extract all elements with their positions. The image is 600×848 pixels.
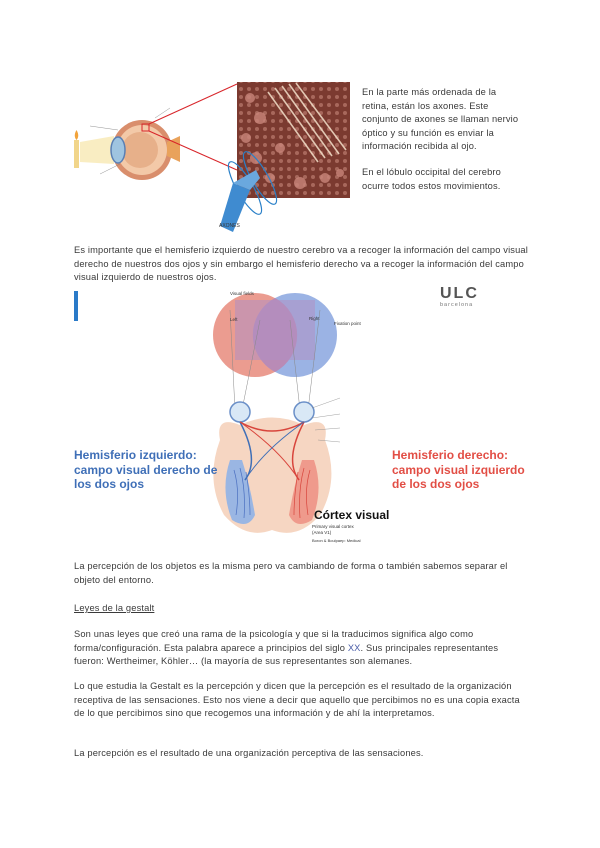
gestalt-heading: Leyes de la gestalt	[74, 603, 155, 613]
logo-main-text: ULC	[440, 285, 479, 302]
eye-axon-illustration	[70, 78, 355, 238]
visual-pathway-diagram	[200, 290, 380, 540]
left-hemisphere-caption: Hemisferio izquierdo: campo visual derecho de los dos ojos	[74, 448, 218, 491]
gestalt-paragraph-1	[74, 628, 530, 669]
perception-objects-paragraph: La percepción de los objetos es la misma pero va cambiando de forma o también sabemos separar el objeto del entorno.	[74, 561, 508, 585]
gestalt-paragraph-2: Lo que estudia la Gestalt es la percepción y dicen que la percepción es el resultado de la organización receptiva de las sensaciones. Esto nos viene a decir que aquello que percibimos no es una copia exacta de lo que percibimos sino que recogemos una información y de ahí la interpretamos.	[74, 681, 520, 719]
century-text: XX	[347, 642, 361, 653]
gestalt-paragraph-1-b: . Sus principales representantes fueron: Wertheimer, Köhler… (la mayoría de sus representantes son alemanes.	[74, 642, 499, 667]
diagram-credit: Boron & Boulpaep: Medical	[312, 538, 361, 543]
logo-sub-text: barcelona	[440, 302, 474, 308]
primary-visual-cortex-label: Primary visual cortex (Area V1)	[312, 524, 354, 535]
candle-icon	[74, 140, 79, 168]
visual-fields-label: Visual fields	[230, 291, 254, 296]
gestalt-paragraph-3: La percepción es el resultado de una organización perceptiva de las sensaciones.	[74, 748, 424, 758]
ulc-logo	[440, 286, 490, 308]
gestalt-paragraph-1-a: Son unas leyes que creó una rama de la psicología y que si la traducimos significa algo como forma/configuración. Esta palabra aparece a principios del siglo	[74, 629, 474, 653]
accent-bar	[74, 291, 78, 321]
axones-label: AXONES	[219, 223, 240, 229]
side-text-axones: En la parte más ordenada de la retina, están los axones. Este conjunto de axones se llaman nervio óptico y su función es enviar la información recibida al ojo.	[362, 87, 519, 152]
right-hemisphere-caption: Hemisferio derecho: campo visual izquierdo de los dos ojos	[392, 448, 525, 491]
side-text-occipital: En el lóbulo occipital del cerebro ocurre todos estos movimientos.	[362, 167, 501, 191]
fixation-point-label: Fixation point	[334, 321, 361, 326]
right-field-label: Right	[309, 316, 320, 321]
left-field-label: Left	[230, 317, 238, 322]
cortex-visual-label: Córtex visual	[314, 508, 390, 522]
intro-paragraph: Es importante que el hemisferio izquierdo de nuestro cerebro va a recoger la información del campo visual derecho de nuestros dos ojos y sin embargo el hemisferio derecho va a recoger la información del campo visual izquierdo de nuestros ojos.	[74, 245, 528, 283]
